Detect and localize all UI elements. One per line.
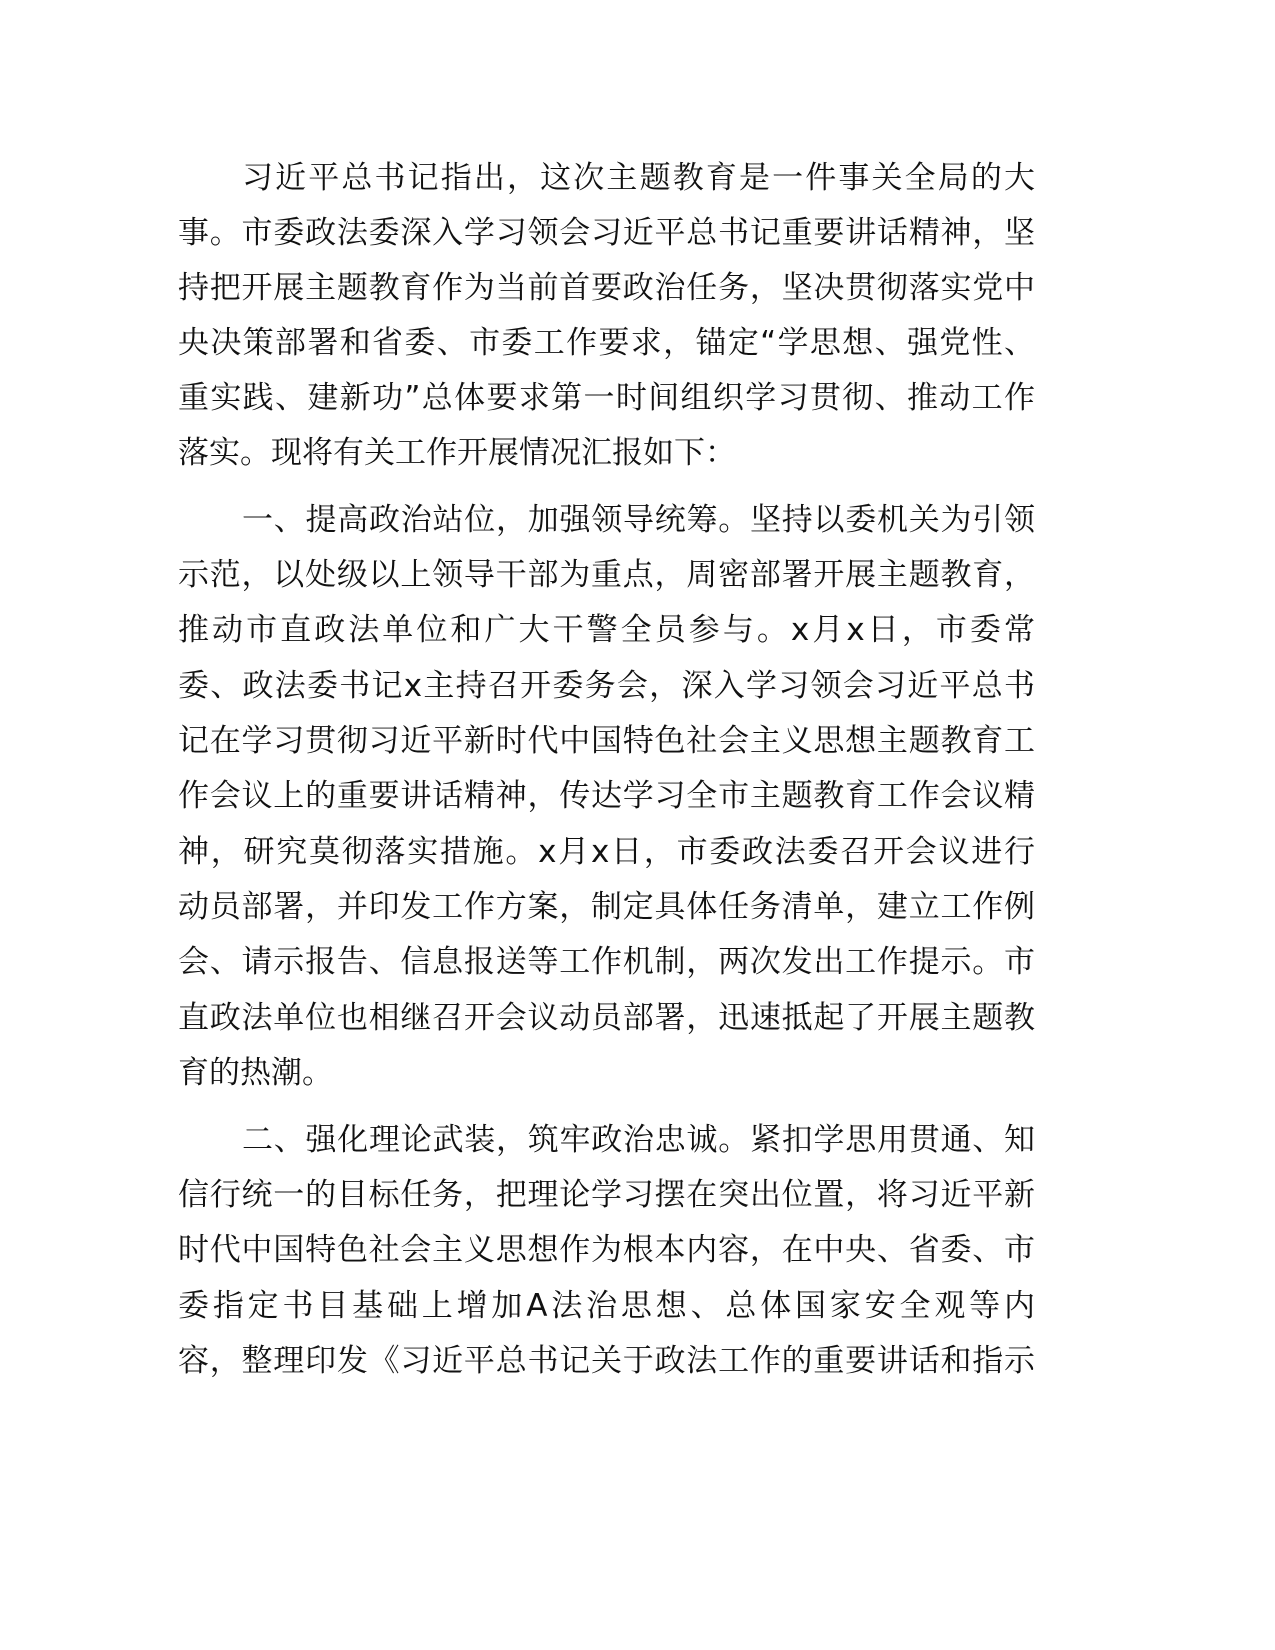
text-line: 落实。现将有关工作开展情况汇报如下： bbox=[178, 435, 736, 471]
text-line: 神，研究莫彻落实措施。x月x日，市委政法委召开会议进行 bbox=[178, 834, 1035, 870]
text-line: 直政法单位也相继召开会议动员部署，迅速抵起了开展主题教 bbox=[178, 1000, 1035, 1036]
text-line: 育的热潮。 bbox=[178, 1055, 333, 1091]
text-line: 动员部署，并印发工作方案，制定具体任务清单，建立工作例 bbox=[178, 889, 1035, 925]
text-line: 时代中国特色社会主义思想作为根本内容，在中央、省委、市 bbox=[178, 1232, 1035, 1268]
text-line: 事。市委政法委深入学习领会习近平总书记重要讲话精神，坚 bbox=[178, 215, 1035, 251]
text-line: 推动市直政法单位和广大干警全员参与。x月x日，市委常 bbox=[178, 612, 1035, 648]
section-heading-line: 二、强化理论武装，筑牢政治忠诚。紧扣学思用贯通、知 bbox=[242, 1122, 1035, 1158]
text-line: 会、请示报告、信息报送等工作机制，两次发出工作提示。市 bbox=[178, 944, 1035, 980]
section-heading-line: 一、提高政治站位，加强领导统筹。坚持以委机关为引领 bbox=[242, 502, 1035, 538]
text-line: 作会议上的重要讲话精神，传达学习全市主题教育工作会议精 bbox=[178, 778, 1035, 814]
text-line: 委、政法委书记x主持召开委务会，深入学习领会习近平总书 bbox=[178, 668, 1035, 704]
text-line: 习近平总书记指出，这次主题教育是一件事关全局的大 bbox=[242, 160, 1035, 196]
text-line: 委指定书目基础上增加A法治思想、总体国家安全观等内 bbox=[178, 1288, 1035, 1324]
text-line: 记在学习贯彻习近平新时代中国特色社会主义思想主题教育工 bbox=[178, 723, 1035, 759]
text-line: 示范，以处级以上领导干部为重点，周密部署开展主题教育， bbox=[178, 557, 1035, 593]
text-line: 重实践、建新功”总体要求第一时间组织学习贯彻、推动工作 bbox=[178, 380, 1035, 416]
text-line: 持把开展主题教育作为当前首要政治任务，坚决贯彻落实党中 bbox=[178, 270, 1035, 306]
text-line: 信行统一的目标任务，把理论学习摆在突出位置，将习近平新 bbox=[178, 1177, 1035, 1213]
text-line: 央决策部署和省委、市委工作要求，锚定“学思想、强党性、 bbox=[178, 325, 1035, 361]
text-line: 容，整理印发《习近平总书记关于政法工作的重要讲话和指示 bbox=[178, 1343, 1035, 1379]
